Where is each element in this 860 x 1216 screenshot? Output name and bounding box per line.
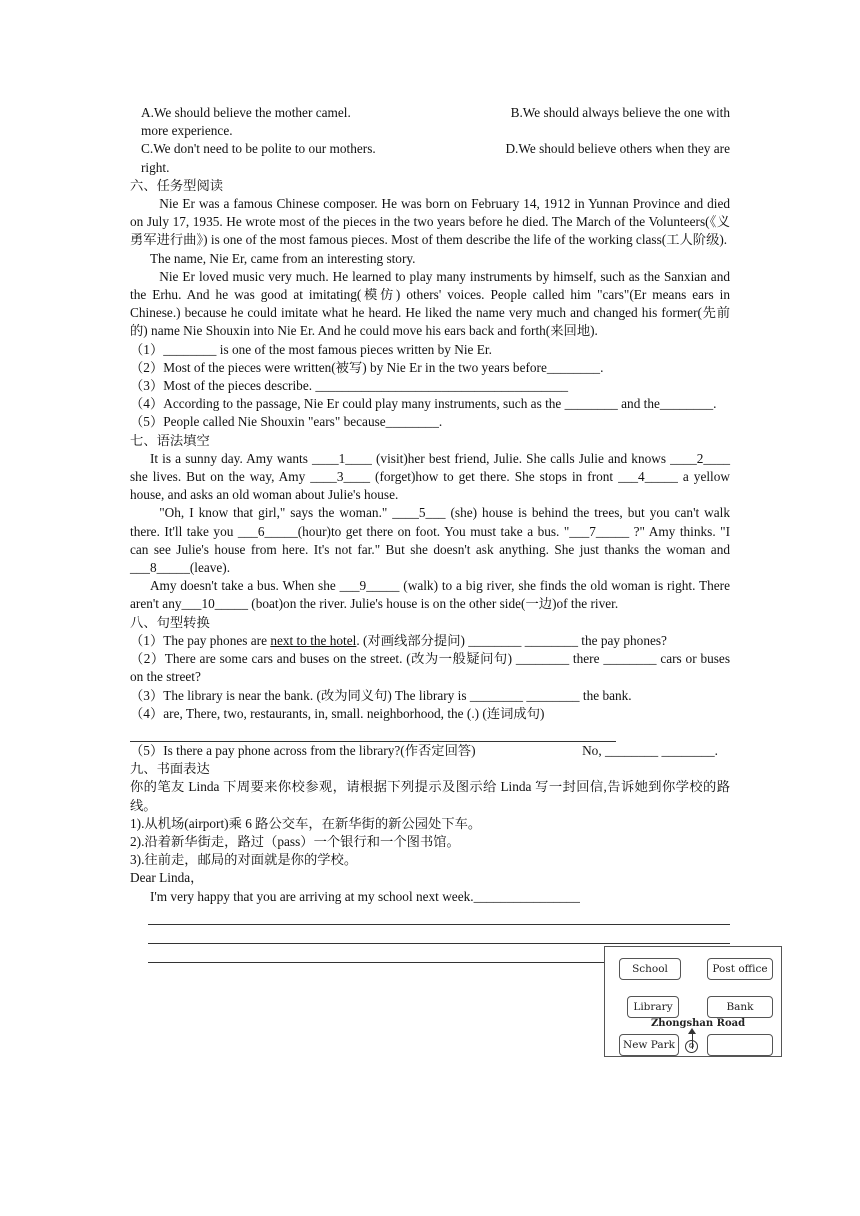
section-8-question-4: （4）are, There, two, restaurants, in, small. neighborhood, the (.) (连词成句) <box>130 705 545 721</box>
q5-question: （5）Is there a pay phone across from the library?(作否定回答) <box>130 742 476 758</box>
option-d: D.We should believe others when they are <box>505 141 730 157</box>
hint-2: 2).沿着新华街走，路过（pass）一个银行和一个图书馆。 <box>130 833 460 849</box>
section-8-question-1 <box>130 632 730 650</box>
map-new-park: New Park <box>619 1034 679 1056</box>
q1-suffix: . (对画线部分提问) ________ ________ the pay phones? <box>356 632 667 648</box>
section-7-paragraph-2: "Oh, I know that girl," says the woman." ____5___ (she) house is behind the trees, but you can't walk there. It'll take you ___6_____(hour)to get there on foot. You must take a bus. "___7_____ ?" Amy thinks. "I can see Julie's house from here. It's not far." But she doesn't ask anything. She just thanks the woman and ___8_____(leave). <box>130 505 730 576</box>
section-6-paragraph-1: Nie Er was a famous Chinese composer. He was born on February 14, 1912 in Yunnan Province and died on July 17, 1935. He wrote most of the pieces in the two years before he died. The March of the Volunteers(《义勇军进行曲》) is one of the most famous pieces. Most of them describe the life of the working class(工人阶级). <box>130 196 730 248</box>
section-8-heading: 八、句型转换 <box>130 614 210 630</box>
section-6-question-3: （3）Most of the pieces describe. ______________________________________ <box>130 378 569 394</box>
writing-intro: 你的笔友 Linda 下周要来你校参观，请根据下列提示及图示给 Linda 写一封回信,告诉她到你学校的路线。 <box>130 779 730 813</box>
hint-1: 1).从机场(airport)乘 6 路公交车，在新华街的新公园处下车。 <box>130 815 482 831</box>
map-library: Library <box>627 996 679 1018</box>
section-8-question-2: （2）There are some cars and buses on the street. (改为一般疑问句) ________ there ________ cars or buses on the street? <box>130 651 730 685</box>
map-bank: Bank <box>707 996 773 1018</box>
option-a: A.We should believe the mother camel. <box>141 105 351 120</box>
q5-answer: No, ________ ________. <box>582 742 718 758</box>
answer-options <box>130 104 730 177</box>
option-b: B.We should always believe the one with <box>510 105 730 120</box>
section-8-question-5 <box>130 742 718 760</box>
answer-line <box>130 723 616 742</box>
section-7-heading: 七、语法填空 <box>130 432 210 448</box>
writing-line <box>148 925 730 944</box>
section-6-question-4: （4）According to the passage, Nie Er could play many instruments, such as the ________ and the________. <box>130 396 717 412</box>
section-6-paragraph-3: Nie Er loved music very much. He learned to play many instruments by himself, such as the Sanxian and the Erhu. And he was good at imitating(模仿) others' voices. People called him "cars"(Er means ears in Chinese.) because he could imitate what he heard. He liked the name very much and changed his former(先前的) name Nie Shouxin into Nie Er. And he could move his ears back and forth(来回地). <box>130 268 730 339</box>
underlined-phrase: next to the hotel <box>270 632 357 648</box>
map-post-office: Post office <box>707 958 773 980</box>
q1-prefix: （1）The pay phones are <box>130 632 271 648</box>
letter-opening: I'm very happy that you are arriving at my school next week.________________ <box>149 888 580 904</box>
section-6-question-2: （2）Most of the pieces were written(被写) by Nie Er in the two years before________. <box>130 359 604 375</box>
section-6-question-1: （1）________ is one of the most famous pieces written by Nie Er. <box>130 341 492 357</box>
map-school: School <box>619 958 681 980</box>
hint-3: 3).往前走，邮局的对面就是你的学校。 <box>130 852 358 868</box>
letter-greeting: Dear Linda， <box>130 870 204 886</box>
option-d-continued: right. <box>141 159 170 175</box>
section-6-heading: 六、任务型阅读 <box>130 177 224 193</box>
map-road-label: Zhongshan Road <box>651 1018 746 1029</box>
route-map <box>604 946 782 1057</box>
section-7-paragraph-1: It is a sunny day. Amy wants ____1____ (visit)her best friend, Julie. She calls Julie and knows ____2____ she lives. But on the way, Amy ____3____ (forget)how to get there. She stops in front ___4_____ a yellow house, and asks an old woman about Julie's house. <box>130 450 730 503</box>
section-9-heading: 九、书面表达 <box>130 761 210 777</box>
section-6-question-5: （5）People called Nie Shouxin "ears" because________. <box>130 414 443 430</box>
section-7-paragraph-3: Amy doesn't take a bus. When she ___9_____ (walk) to a big river, she finds the old woman is right. There aren't any___10_____ (boat)on the river. Julie's house is on the other side(一边)of the river. <box>130 578 730 612</box>
option-c: C.We don't need to be polite to our mothers. <box>141 141 376 157</box>
smiley-face-icon: ☺ <box>685 1040 698 1053</box>
option-b-continued: more experience. <box>141 123 233 139</box>
section-8-question-3: （3）The library is near the bank. (改为同义句) The library is ________ ________ the bank. <box>130 687 632 703</box>
arrow-up-icon <box>688 1028 696 1034</box>
writing-line <box>148 906 730 925</box>
worksheet <box>130 104 730 963</box>
section-6-paragraph-2: The name, Nie Er, came from an interesting story. <box>149 250 416 266</box>
map-empty-block <box>707 1034 773 1056</box>
